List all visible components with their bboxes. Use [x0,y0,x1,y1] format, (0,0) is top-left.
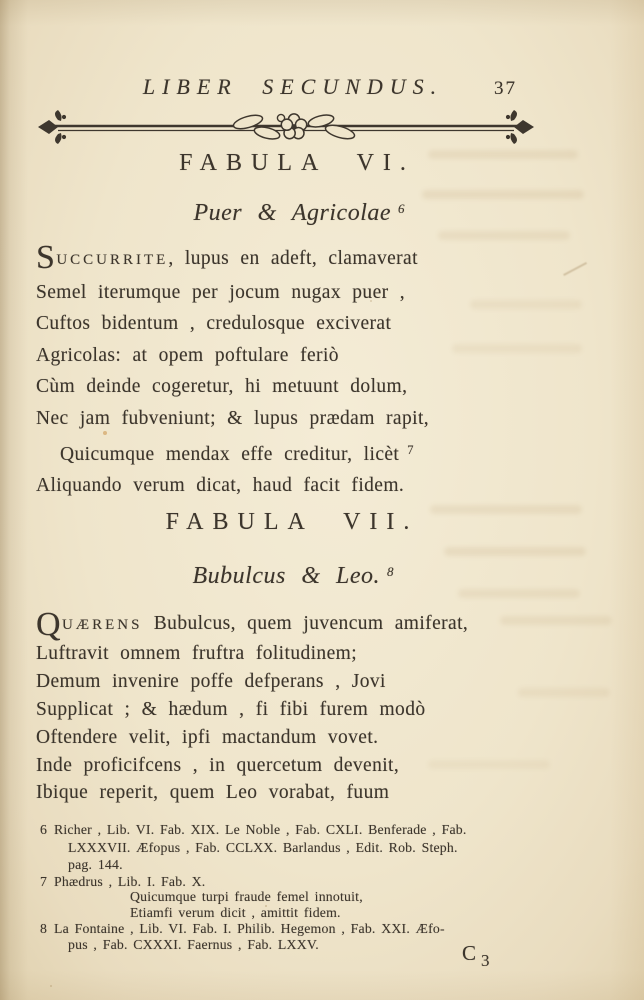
signature-number: 3 [481,951,490,970]
verse-line: Ibique reperit, quem Leo vorabat, fuum [36,782,390,804]
footnote-line: pus , Fab. CXXXI. Faernus , Fab. LXXV. [68,937,319,953]
paper-scratch [563,262,587,276]
ornament-rule [36,106,536,150]
fable6-subtitle [193,200,404,227]
footnote-7 [40,874,363,920]
footnote-quote-line: Quicumque turpi fraude femel innotuit, [130,889,363,905]
fable6-footnote-ref: 6 [398,201,405,216]
fable7-title: FABULA VII. [165,509,419,535]
fable7-footnote-ref: 8 [387,564,394,579]
footnote-ref-7: 7 [407,442,414,457]
verse-line: Cuftos bidentum , credulosque exciverat [36,313,392,335]
fable6-subtitle-text: Puer & Agricolae [193,200,392,226]
verse-line: QUÆRENS Bubulcus, quem juvencum amiferat, [36,606,469,643]
running-title: LIBER SECUNDUS. [142,74,444,99]
verse-line: Agricolas: at opem poftulare feriò [36,344,339,366]
footnote-marker: 7 [40,874,48,889]
verse-line: Cùm deinde cogeretur, hi metuunt dolum, [36,376,408,398]
footnote-line: 6 Richer , Lib. VI. Fab. XIX. Le Noble , Fab. CXLI. Benferade , Fab. [40,822,467,837]
verse-line: Oftendere velit, ipfi mactandum vovet. [36,726,379,748]
fable7-verse [36,606,469,807]
signature-mark [462,941,490,970]
verse-line: Semel iterumque per jocum nugax puer , [36,281,406,303]
footnote-line: 8 La Fontaine , Lib. VI. Fab. I. Philib. Hegemon , Fab. XXI. Æfo- [40,921,445,936]
verse-line: SUCCURRITE, lupus en adeft, clamaverat [36,238,418,276]
footnote-6 [40,821,467,874]
signature-letter: C [462,941,477,965]
drop-initial: S [36,238,56,276]
footnote-line: LXXXVII. Æfopus , Fab. CCLXX. Barlandus , Edit. Rob. Steph. [68,839,458,855]
fable6-title: FABULA VI. [179,150,415,176]
page-number: 37 [494,78,517,99]
footnote-quote-line: Etiamfi verum dicit , amittit fidem. [130,904,341,920]
verse-line: Aliquando verum dicat, haud facit fidem. [36,475,405,497]
verse-line: Quicumque mendax effe creditur, licèt $^7$ [60,442,414,465]
footnote-marker: 8 [40,921,48,936]
fable6-verse [36,238,430,502]
footnote-8 [40,921,445,953]
verse-line: Demum invenire poffe defperans , Jovi [36,670,386,692]
verse-line: Inde proficifcens , in quercetum devenit, [36,754,400,776]
footnote-marker: 6 [40,822,48,837]
verse-line: Luftravit omnem fruftra folitudinem; [36,642,358,664]
flower-ornament-icon [232,113,356,142]
fable7-subtitle-text: Bubulcus & Leo. [192,563,380,589]
fable7-subtitle [193,563,394,590]
drop-initial: Q [36,606,61,643]
footnote-line: pag. 144. [68,857,123,873]
verse-line: Supplicat ; & hædum , fi fibi furem modò [36,698,426,720]
footnote-line: 7 Phædrus , Lib. I. Fab. X. [40,874,206,889]
verse-line: Nec jam fubveniunt; & lupus prædam rapit, [36,407,430,429]
